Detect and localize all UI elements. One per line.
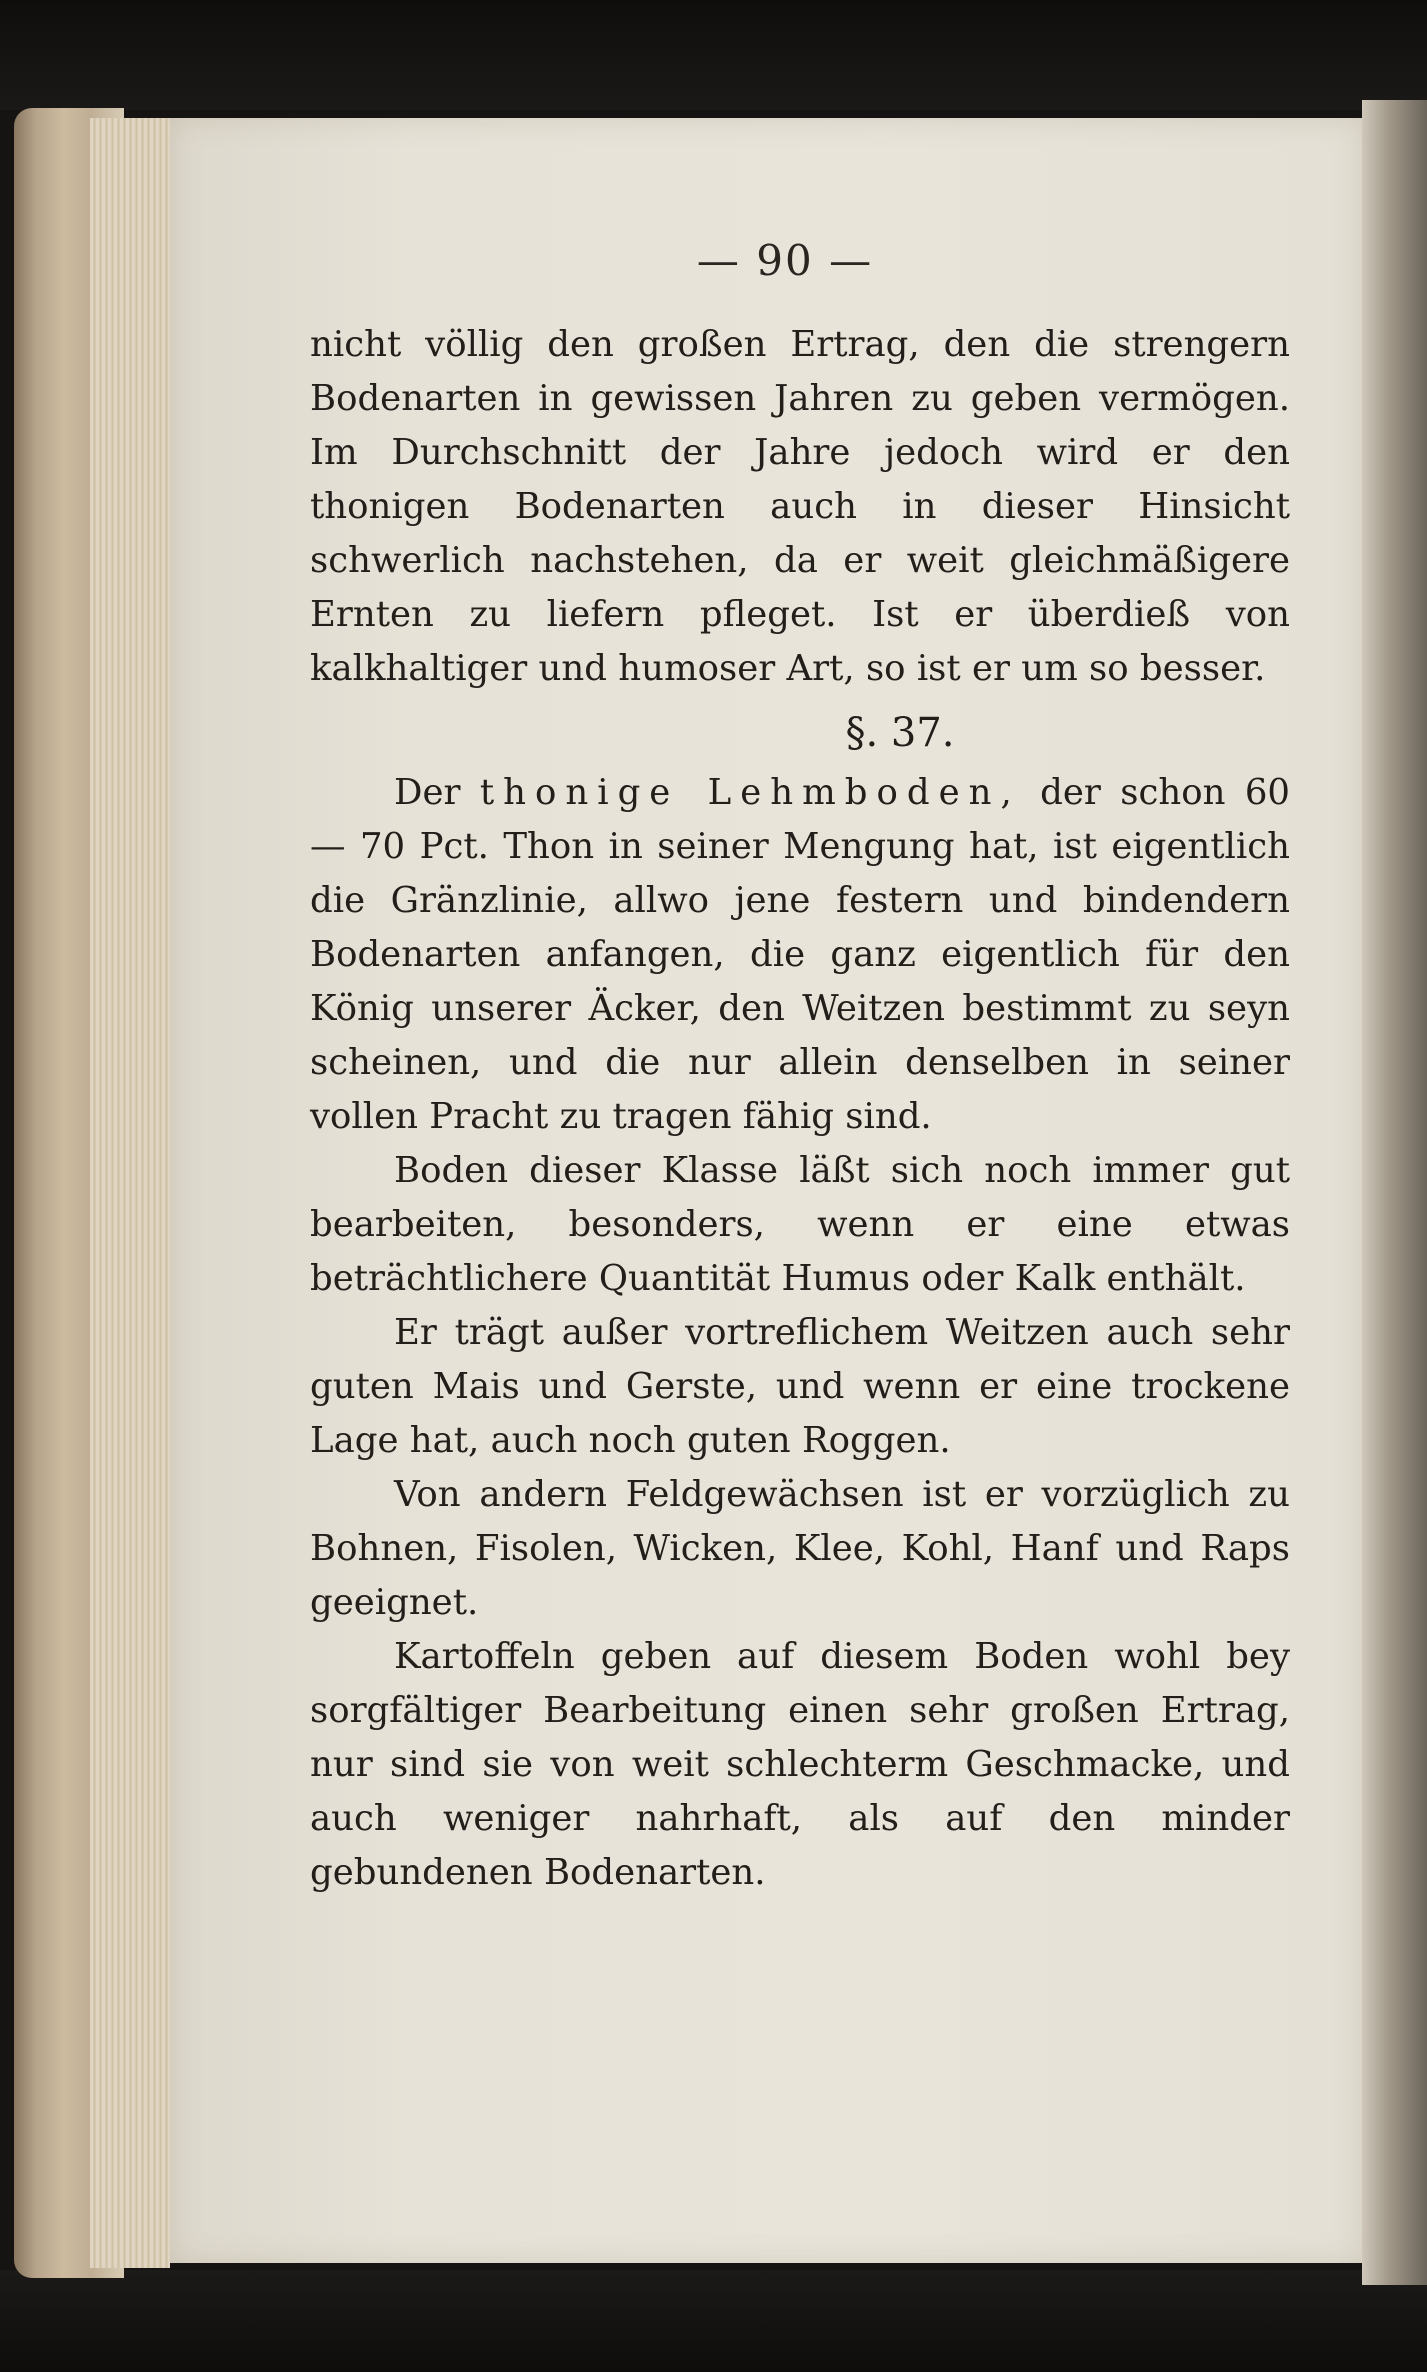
paragraph-bearbeitung: Boden dieser Klasse läßt sich noch immer gut bearbeiten, besonders, wenn er eine etwas beträchtlichere Quantität Humus oder Kalk enthält.: [310, 1150, 1290, 1299]
page-stack-lines: [90, 118, 170, 2268]
page-body-text: [310, 318, 1290, 1900]
facing-page-edge: [1362, 100, 1427, 2285]
paragraph-continued: nicht völlig den großen Ertrag, den die strengern Bodenarten in gewissen Jahren zu geben vermögen. Im Durchschnitt der Jahre jedoch wird er den thonigen Bodenarten auch in dieser Hinsicht schwerlich nachstehen, da er weit gleichmäßigere Ernten zu liefern pfleget. Ist er überdieß von kalkhaltiger und humoser Art, so ist er um so besser.: [310, 324, 1290, 689]
paragraph-feldgewaechse: Von andern Feldgewächsen ist er vorzüglich zu Bohnen, Fisolen, Wicken, Klee, Kohl, Hanf und Raps geeignet.: [310, 1474, 1290, 1623]
scan-background-top: [0, 0, 1427, 110]
paragraph-ertrag: Er trägt außer vortreflichem Weitzen auch sehr guten Mais und Gerste, und wenn er eine trockene Lage hat, auch noch guten Roggen.: [310, 1312, 1290, 1461]
emphasized-term: thonige Lehmboden,: [479, 772, 1021, 813]
paragraph-kartoffeln: Kartoffeln geben auf diesem Boden wohl bey sorgfältiger Bearbeitung einen sehr großen Ertrag, nur sind sie von weit schlechterm Geschmacke, und auch weniger nahrhaft, als auf den minder gebundenen Bodenarten.: [310, 1636, 1290, 1893]
paragraph-lead-word: Der: [394, 772, 461, 813]
section-heading: §. 37.: [845, 710, 955, 756]
page-number: — 90 —: [696, 236, 874, 285]
paragraph-body: der schon 60 — 70 Pct. Thon in seiner Mengung hat, ist eigentlich die Gränzlinie, allwo jene festern und bindendern Bodenarten anfangen, die ganz eigentlich für den König unserer Äcker, den Weitzen bestimmt zu seyn scheinen, und die nur allein denselben in seiner vollen Pracht zu tragen fähig sind.: [310, 772, 1290, 1137]
scan-background-bottom: [0, 2270, 1427, 2372]
paragraph-thoniger-lehmboden: [310, 766, 1290, 1144]
